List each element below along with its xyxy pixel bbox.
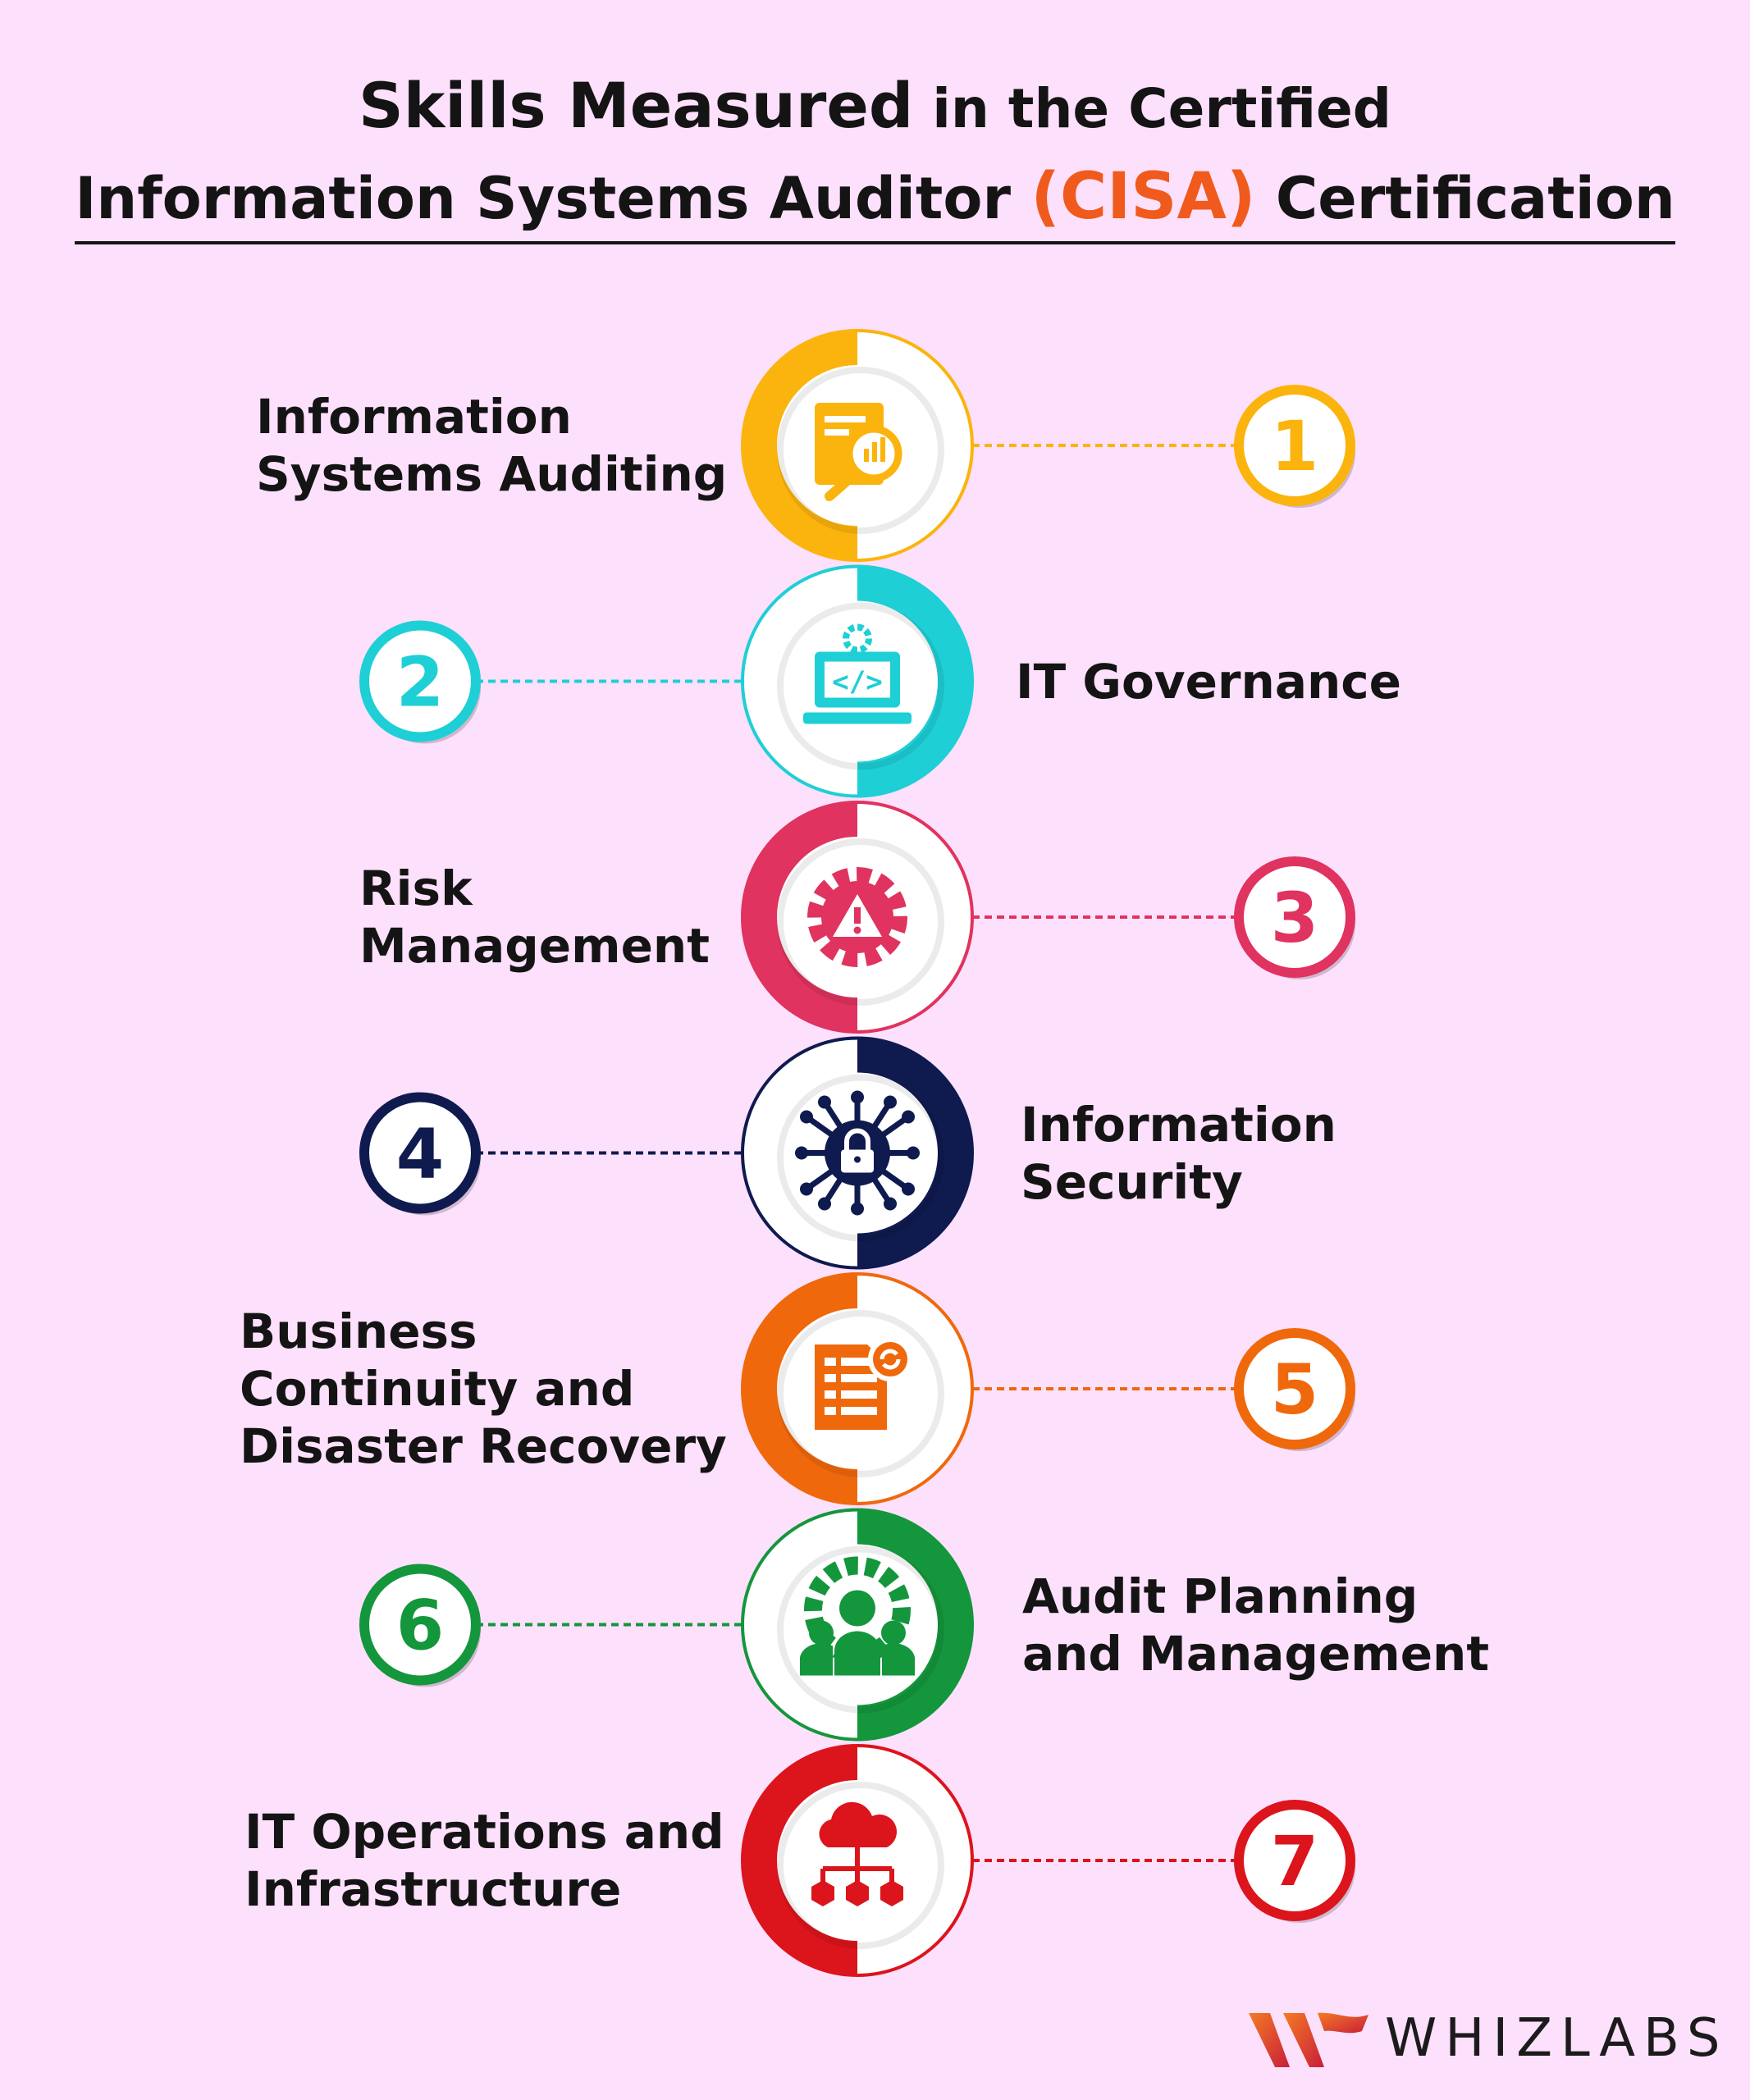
step-number-1: 1 <box>1270 406 1319 486</box>
svg-text:</>: </> <box>832 665 883 699</box>
step-label-2 <box>1016 653 1401 710</box>
brand-logo <box>1247 2002 1729 2075</box>
number-badge-7 <box>1239 1805 1355 1923</box>
number-badge-6 <box>364 1569 481 1687</box>
step-label-line: Information <box>1021 1096 1336 1153</box>
step-label-line: Continuity and <box>240 1361 635 1417</box>
step-label-line: Infrastructure <box>244 1861 622 1917</box>
step-number-7: 7 <box>1270 1821 1319 1901</box>
step-label-line: Business <box>240 1303 477 1359</box>
hub-circle-4 <box>742 1039 972 1268</box>
step-label-line: IT Operations and <box>244 1804 724 1860</box>
step-number-5: 5 <box>1270 1349 1319 1430</box>
step-label-5 <box>240 1303 727 1475</box>
step-label-line: Audit Planning <box>1022 1568 1419 1624</box>
step-label-line: Security <box>1021 1153 1243 1210</box>
title-line-2-post: Certification <box>1255 165 1675 232</box>
step-label-line: Risk <box>359 861 473 916</box>
title-highlight: Skills Measured <box>358 69 914 142</box>
step-label-7 <box>244 1803 724 1918</box>
hub-circle-2 <box>742 567 972 797</box>
step-number-3: 3 <box>1270 878 1319 958</box>
number-badge-2 <box>364 626 481 744</box>
step-label-3 <box>359 860 710 975</box>
hub-circle-5 <box>742 1274 972 1504</box>
hub-circles <box>742 331 972 1975</box>
step-number-4: 4 <box>395 1113 445 1194</box>
whizlabs-logo-icon <box>1247 2008 1370 2074</box>
hub-circle-1 <box>742 331 972 560</box>
title-acronym: (CISA) <box>1030 160 1256 234</box>
number-badge-5 <box>1239 1333 1355 1451</box>
risk-gear-icon <box>818 878 897 956</box>
hub-circle-3 <box>742 802 972 1032</box>
step-label-line: and Management <box>1022 1625 1490 1682</box>
step-label-line: Management <box>359 918 710 974</box>
step-label-line: Systems Auditing <box>256 446 728 502</box>
number-badge-4 <box>364 1098 481 1216</box>
step-label-line: IT Governance <box>1016 653 1401 710</box>
number-badge-1 <box>1239 390 1355 508</box>
hub-circle-6 <box>742 1510 972 1740</box>
step-label-line: Disaster Recovery <box>240 1418 727 1474</box>
title-line-1-rest: in the Certified <box>913 77 1392 140</box>
step-label-line: Information <box>256 389 572 445</box>
brand-name: WHIZLABS <box>1385 2008 1729 2069</box>
number-badge-3 <box>1239 861 1355 979</box>
title-line-2-pre: Information Systems Auditor <box>75 165 1031 232</box>
step-label-4 <box>1021 1096 1336 1211</box>
step-number-2: 2 <box>395 641 445 723</box>
step-label-1 <box>256 388 727 503</box>
step-label-6 <box>1022 1568 1489 1682</box>
hub-circle-7 <box>742 1746 972 1975</box>
step-number-6: 6 <box>395 1585 445 1666</box>
